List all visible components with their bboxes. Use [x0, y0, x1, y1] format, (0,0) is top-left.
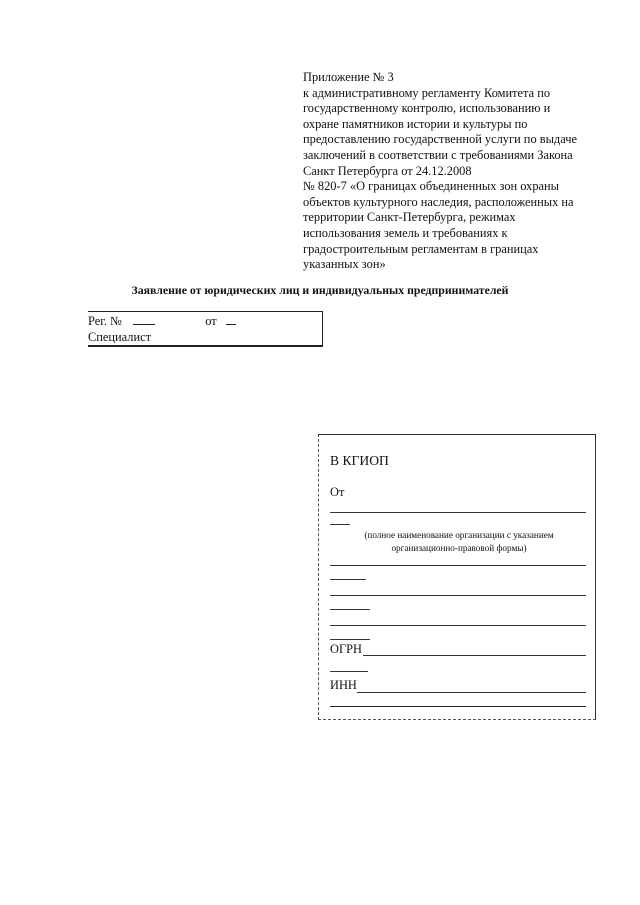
- blank-line[interactable]: [330, 565, 586, 566]
- appendix-line: заключений в соответствии с требованиями Закона: [303, 147, 573, 162]
- addressee-to: В КГИОП: [330, 453, 389, 468]
- blank-line-short[interactable]: [330, 609, 370, 610]
- blank-line[interactable]: [330, 625, 586, 626]
- registration-box: [88, 311, 323, 347]
- inn-field[interactable]: [357, 692, 586, 693]
- reg-number-label: Рег. №: [88, 314, 122, 328]
- appendix-line: № 820-7 «О границах объединенных зон охраны: [303, 179, 559, 194]
- hint-line: (полное наименование организации с указанием: [364, 530, 554, 540]
- organization-name-hint: [331, 529, 587, 555]
- blank-line[interactable]: [330, 595, 586, 596]
- specialist-label: Специалист: [88, 330, 151, 344]
- appendix-line: охране памятников истории и культуры по: [303, 116, 528, 131]
- reg-number-field[interactable]: [133, 314, 155, 325]
- appendix-line: Приложение № 3: [303, 70, 394, 84]
- registration-row: [88, 314, 236, 329]
- document-title: Заявление от юридических лиц и индивидуальных предпринимателей: [131, 283, 509, 297]
- appendix-line: Санкт Петербурга от 24.12.2008: [303, 163, 472, 178]
- organization-name-line-short[interactable]: [330, 524, 350, 525]
- hint-line: организационно-правовой формы): [391, 543, 527, 553]
- appendix-line: государственному контролю, использованию и: [303, 101, 551, 116]
- appendix-line: предоставлению государственной услуги по выдаче: [303, 132, 577, 147]
- appendix-header: [303, 70, 603, 273]
- ogrn-field-short[interactable]: [330, 671, 368, 672]
- appendix-line: использования земель и требованиях к: [303, 225, 508, 240]
- reg-date-field[interactable]: [226, 314, 236, 325]
- appendix-line: указанных зон»: [303, 257, 386, 272]
- appendix-line: объектов культурного наследия, расположенных на: [303, 194, 574, 209]
- inn-field-extra[interactable]: [330, 706, 586, 707]
- from-label: От: [330, 485, 345, 499]
- ogrn-label: ОГРН: [330, 642, 362, 656]
- inn-label: ИНН: [330, 678, 357, 692]
- specialist-row: [88, 330, 151, 345]
- appendix-line: к административному регламенту Комитета по: [303, 85, 551, 100]
- appendix-line: территории Санкт-Петербурга, режимах: [303, 210, 516, 225]
- blank-line-short[interactable]: [330, 639, 370, 640]
- addressee-box: [318, 434, 596, 720]
- ogrn-field[interactable]: [363, 655, 586, 656]
- organization-name-line[interactable]: [330, 512, 586, 513]
- appendix-line: градостроительным регламентам в границах: [303, 241, 539, 256]
- blank-line-short[interactable]: [330, 579, 366, 580]
- reg-date-label: от: [205, 314, 217, 328]
